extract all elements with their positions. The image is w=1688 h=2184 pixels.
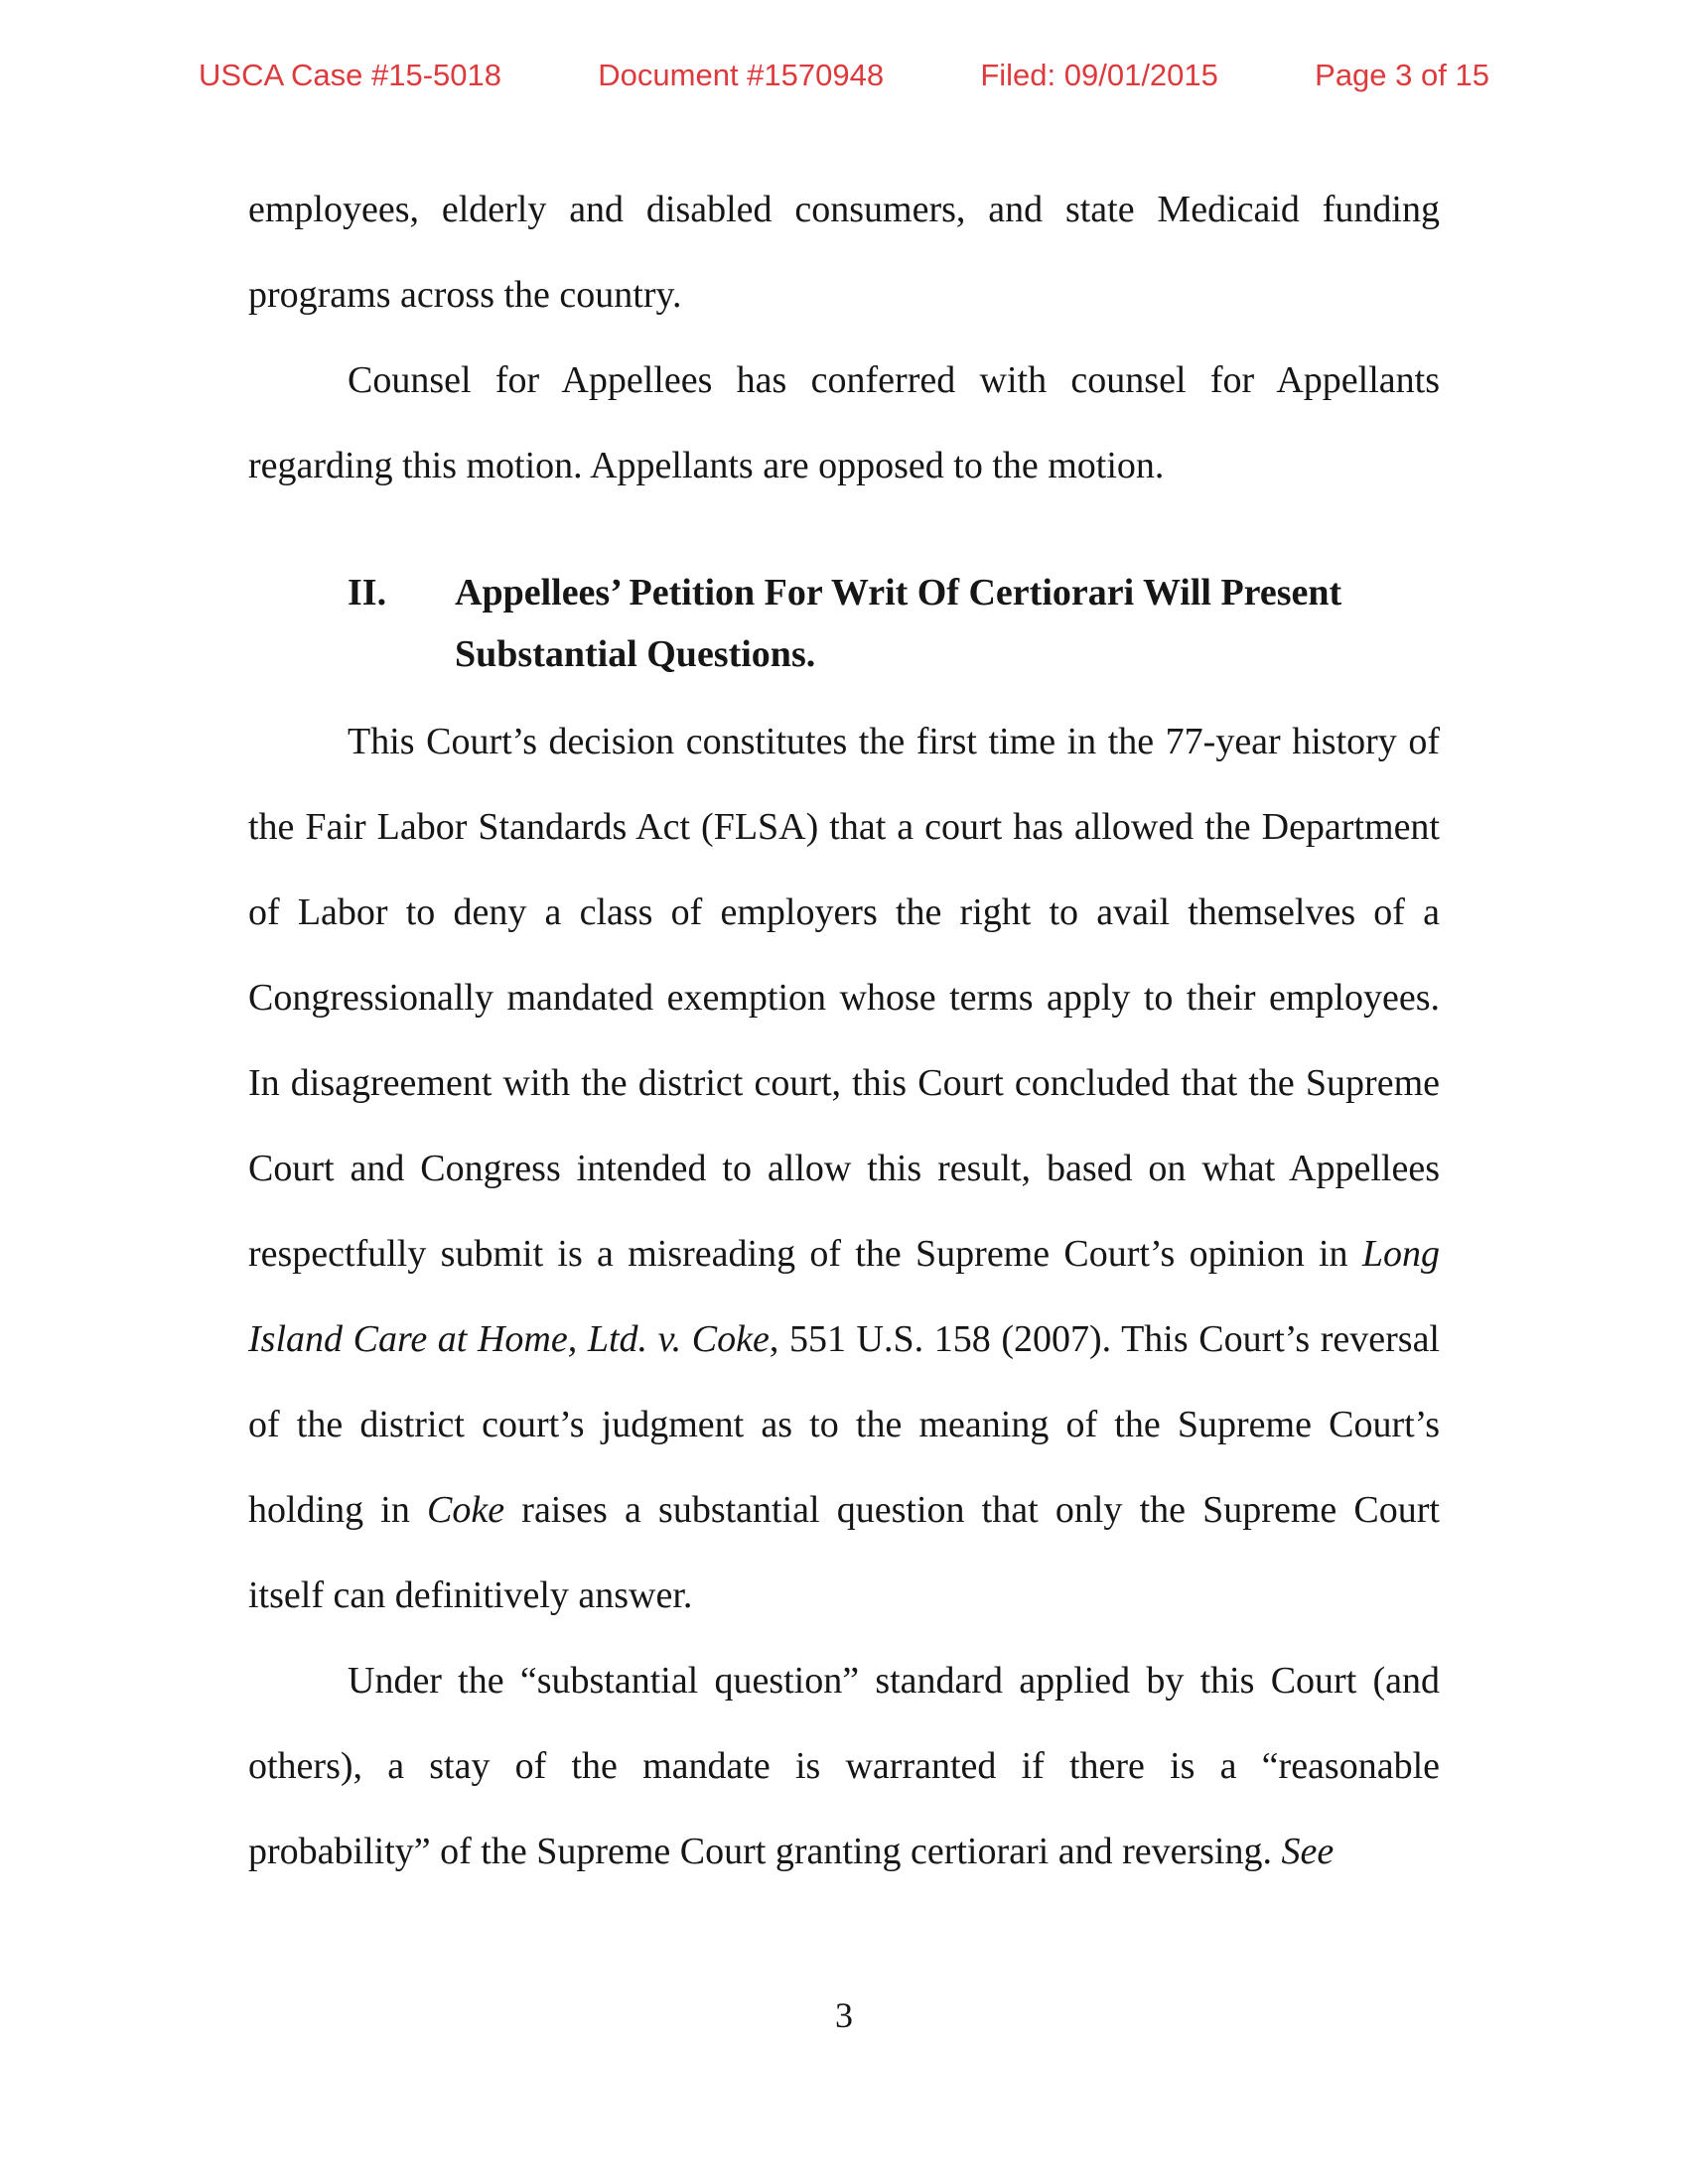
paragraph [248, 338, 1440, 508]
section-heading [248, 562, 1408, 685]
paragraph [248, 699, 1440, 1638]
document-body [248, 167, 1440, 1894]
text-run: raises a substantial question that only the Supreme Court itself can definitively answer. [248, 1489, 1440, 1616]
stamp-page-indicator: Page 3 of 15 [1315, 58, 1489, 92]
text-run: , 551 U.S. 158 (2007). This Court’s reversal of the district court’s judgment as to the meaning of the Supreme Court’s holding in [248, 1318, 1440, 1531]
section-number: II. [348, 572, 387, 614]
paragraph [248, 167, 1440, 338]
text-run: This Court’s decision constitutes the first time in the 77-year history of the Fair Labor Standards Act (FLSA) that a court has allowed the Department of Labor to deny a class of employers the right to avail themselves of a Congressionally mandated exemption whose terms apply to their employees. In disagreement with the district court, this Court concluded that the Supreme Court and Congress intended to allow this result, based on what Appellees respectfully submit is a misreading of the Supreme Court’s opinion in [248, 721, 1440, 1275]
text-run: Appellees’ Petition For Writ Of Certiorari Will Present Substantial Questions. [455, 572, 1342, 675]
text-run: Under the “substantial question” standard applied by this Court (and others), a stay of the mandate is warranted if there is a “reasonable probability” of the Supreme Court granting certiorari and reversing. [248, 1660, 1440, 1872]
stamp-filed-date: Filed: 09/01/2015 [980, 58, 1218, 92]
stamp-header [199, 58, 1489, 93]
paragraph [248, 1638, 1440, 1894]
text-run: Counsel for Appellees has conferred with counsel for Appellants regarding this motion. Appellants are opposed to the motion. [248, 359, 1440, 486]
text-run: Coke [427, 1489, 505, 1531]
stamp-document-number: Document #1570948 [598, 58, 885, 92]
stamp-case-number: USCA Case #15-5018 [199, 58, 502, 92]
text-run: employees, elderly and disabled consumers, and state Medicaid funding programs across the country. [248, 189, 1440, 316]
text-run: Long Island Care at Home, Ltd. v. Coke [248, 1233, 1440, 1360]
page-number: 3 [835, 1995, 853, 2035]
text-run: See [1281, 1831, 1335, 1872]
